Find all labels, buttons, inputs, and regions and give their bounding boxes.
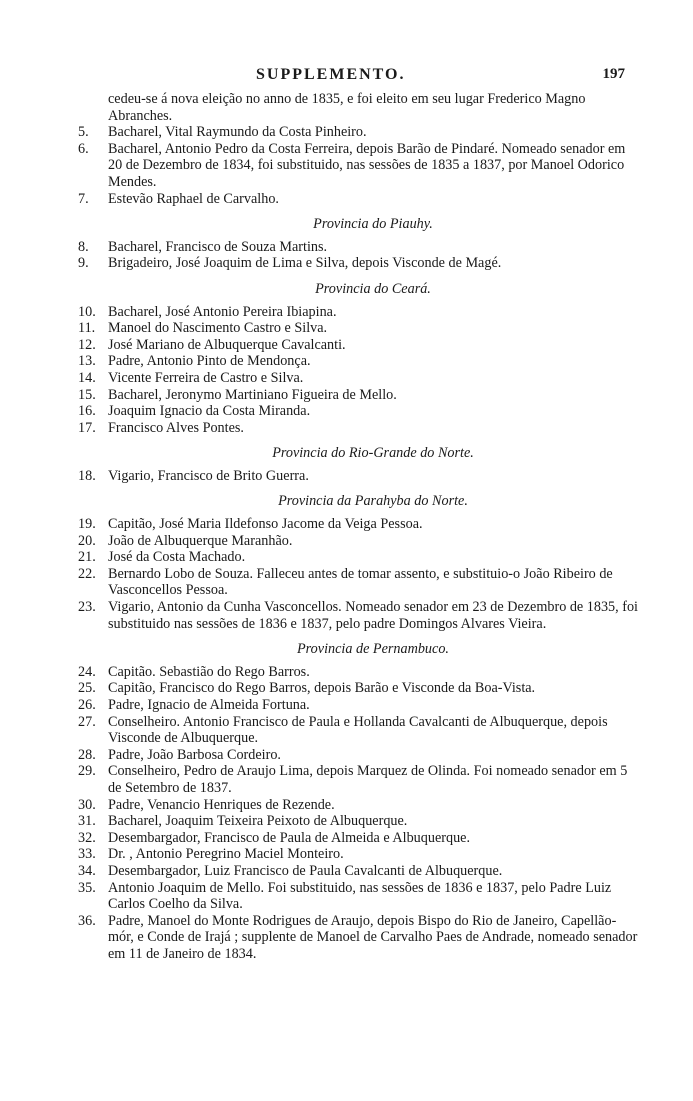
entry-list-parahyba-do-norte	[78, 516, 638, 632]
entry-text: Padre, João Barbosa Cordeiro.	[108, 746, 281, 763]
entry-text: Bacharel, Antonio Pedro da Costa Ferreira, depois Barão de Pindaré. Nomeado senador em 20 de Dezembro de 1834, foi substituido, nas sessões de 1835 a 1837, por Manoel Odorico Mendes.	[108, 140, 626, 190]
section-heading-ceara: Provincia do Ceará.	[315, 280, 431, 297]
entry-number: 35.	[78, 879, 96, 896]
running-head: SUPPLEMENTO.	[256, 66, 406, 83]
entry-text: Antonio Joaquim de Mello. Foi substituido, nas sessões de 1836 e 1837, pelo Padre Luiz Carlos Coelho da Silva.	[108, 879, 612, 913]
list-item	[78, 846, 638, 863]
entry-number: 14.	[78, 369, 96, 386]
list-item	[78, 763, 638, 796]
entry-text: Bacharel, Francisco de Souza Martins.	[108, 238, 328, 255]
entry-number: 10.	[78, 303, 96, 320]
entry-number: 34.	[78, 862, 96, 879]
page-number: 197	[602, 66, 625, 82]
list-item	[78, 239, 638, 256]
entry-number: 5.	[78, 124, 89, 141]
list-item	[78, 863, 638, 880]
entry-number: 23.	[78, 599, 96, 616]
entry-text: Brigadeiro, José Joaquim de Lima e Silva, depois Visconde de Magé.	[108, 255, 502, 272]
entry-number: 15.	[78, 386, 96, 403]
entry-text: José da Costa Machado.	[108, 549, 246, 566]
entry-text: Capitão, Francisco do Rego Barros, depois Barão e Visconde da Boa-Vista.	[108, 680, 536, 697]
list-item	[78, 747, 638, 764]
entry-number: 11.	[78, 320, 96, 337]
list-item	[78, 533, 638, 550]
entry-text: Padre, Ignacio de Almeida Fortuna.	[108, 697, 310, 713]
entry-number: 28.	[78, 746, 96, 763]
page-header	[0, 66, 693, 86]
entry-number: 13.	[78, 353, 96, 370]
entry-list-pernambuco	[78, 664, 638, 963]
entry-text: Bacharel, José Antonio Pereira Ibiapina.	[108, 303, 337, 320]
list-item	[78, 403, 638, 420]
entry-text: Vigario, Francisco de Brito Guerra.	[108, 467, 309, 484]
entry-text: João de Albuquerque Maranhão.	[108, 532, 293, 549]
entry-text: Joaquim Ignacio da Costa Miranda.	[108, 403, 311, 420]
entry-number: 25.	[78, 680, 96, 697]
entry-number: 9.	[78, 255, 89, 272]
list-item	[78, 516, 638, 533]
section-heading-parahyba-do-norte: Provincia da Parahyba do Norte.	[278, 493, 468, 510]
entry-text: Bacharel, Vital Raymundo da Costa Pinheiro.	[108, 124, 367, 141]
entry-text: Desembargador, Francisco de Paula de Almeida e Albuquerque.	[108, 829, 471, 846]
list-item	[78, 913, 638, 963]
entry-number: 29.	[78, 763, 96, 780]
entry-number: 26.	[78, 697, 96, 713]
list-item	[78, 880, 638, 913]
list-item	[78, 599, 638, 632]
entry-text: Capitão, José Maria Ildefonso Jacome da Veiga Pessoa.	[108, 516, 423, 533]
section-heading-rio-grande-do-norte: Provincia do Rio-Grande do Norte.	[272, 445, 474, 462]
list-item	[78, 124, 638, 141]
entry-number: 20.	[78, 532, 96, 549]
list-item	[78, 370, 638, 387]
list-item	[78, 337, 638, 354]
entry-text: Capitão. Sebastião do Rego Barros.	[108, 663, 310, 680]
entry-number: 22.	[78, 565, 96, 582]
entry-number: 6.	[78, 140, 89, 157]
section-heading-pernambuco: Provincia de Pernambuco.	[297, 641, 449, 658]
list-item	[78, 387, 638, 404]
intro-paragraph: cedeu-se á nova eleição no anno de 1835, e foi eleito em seu lugar Frederico Magno Abranches.	[108, 91, 586, 124]
entry-number: 30.	[78, 796, 96, 813]
entry-text: Conselheiro. Antonio Francisco de Paula e Hollanda Cavalcanti de Albuquerque, depois Visconde de Albuquerque.	[108, 713, 608, 747]
list-item	[78, 191, 638, 208]
entry-number: 12.	[78, 336, 96, 353]
list-item	[78, 549, 638, 566]
entry-text: Dr. , Antonio Peregrino Maciel Monteiro.	[108, 846, 344, 863]
entry-text: Vicente Ferreira de Castro e Silva.	[108, 369, 304, 386]
entry-text: Bacharel, Jeronymo Martiniano Figueira de Mello.	[108, 386, 397, 403]
list-item	[78, 320, 638, 337]
entry-text: Estevão Raphael de Carvalho.	[108, 190, 279, 207]
page-body	[78, 91, 638, 963]
entry-number: 16.	[78, 403, 96, 420]
list-item	[78, 714, 638, 747]
entry-number: 8.	[78, 238, 89, 255]
list-item	[78, 813, 638, 830]
list-item	[78, 141, 638, 191]
entry-number: 31.	[78, 813, 96, 830]
list-item	[78, 255, 638, 272]
list-item	[78, 420, 638, 437]
entry-text: Desembargador, Luiz Francisco de Paula Cavalcanti de Albuquerque.	[108, 862, 503, 879]
entry-text: Bacharel, Joaquim Teixeira Peixoto de Albuquerque.	[108, 813, 408, 830]
entry-number: 17.	[78, 419, 96, 436]
list-item	[78, 830, 638, 847]
entry-list-maranhao	[78, 124, 638, 207]
list-item	[78, 680, 638, 697]
entry-number: 33.	[78, 846, 96, 863]
list-item	[78, 566, 638, 599]
list-item	[78, 468, 638, 485]
entry-text: Francisco Alves Pontes.	[108, 419, 244, 436]
entry-text: José Mariano de Albuquerque Cavalcanti.	[108, 336, 346, 353]
entry-list-rio-grande-do-norte	[78, 468, 638, 485]
entry-list-piauhy	[78, 239, 638, 272]
entry-number: 36.	[78, 912, 96, 929]
entry-text: Manoel do Nascimento Castro e Silva.	[108, 320, 328, 337]
entry-number: 18.	[78, 467, 96, 484]
list-item	[78, 797, 638, 814]
entry-text: Bernardo Lobo de Souza. Falleceu antes de tomar assento, e substituio-o João Ribeiro de Vasconcellos Pessoa.	[108, 565, 613, 599]
entry-number: 19.	[78, 516, 96, 533]
entry-text: Padre, Manoel do Monte Rodrigues de Araujo, depois Bispo do Rio de Janeiro, Capellão-mór, e Conde de Irajá ; supplente de Manoel de Carvalho Paes de Andrade, nomeado senador em 11 de Janeiro de 1834.	[108, 912, 638, 962]
entry-number: 32.	[78, 829, 96, 846]
entry-text: Conselheiro, Pedro de Araujo Lima, depois Marquez de Olinda. Foi nomeado senador em 5 de Setembro de 1837.	[108, 763, 628, 796]
list-item	[78, 697, 638, 714]
entry-text: Vigario, Antonio da Cunha Vasconcellos. Nomeado senador em 23 de Dezembro de 1835, foi substituido nas sessões de 1836 e 1837, pelo padre Domingos Alvares Vieira.	[108, 599, 638, 632]
list-item	[78, 304, 638, 321]
list-item	[78, 353, 638, 370]
entry-list-ceara	[78, 304, 638, 437]
entry-number: 27.	[78, 713, 96, 730]
list-item	[78, 664, 638, 681]
entry-number: 21.	[78, 549, 96, 566]
section-heading-piauhy: Provincia do Piauhy.	[313, 216, 433, 233]
entry-text: Padre, Venancio Henriques de Rezende.	[108, 796, 335, 813]
entry-number: 24.	[78, 663, 96, 680]
entry-text: Padre, Antonio Pinto de Mendonça.	[108, 353, 311, 370]
entry-number: 7.	[78, 190, 89, 207]
